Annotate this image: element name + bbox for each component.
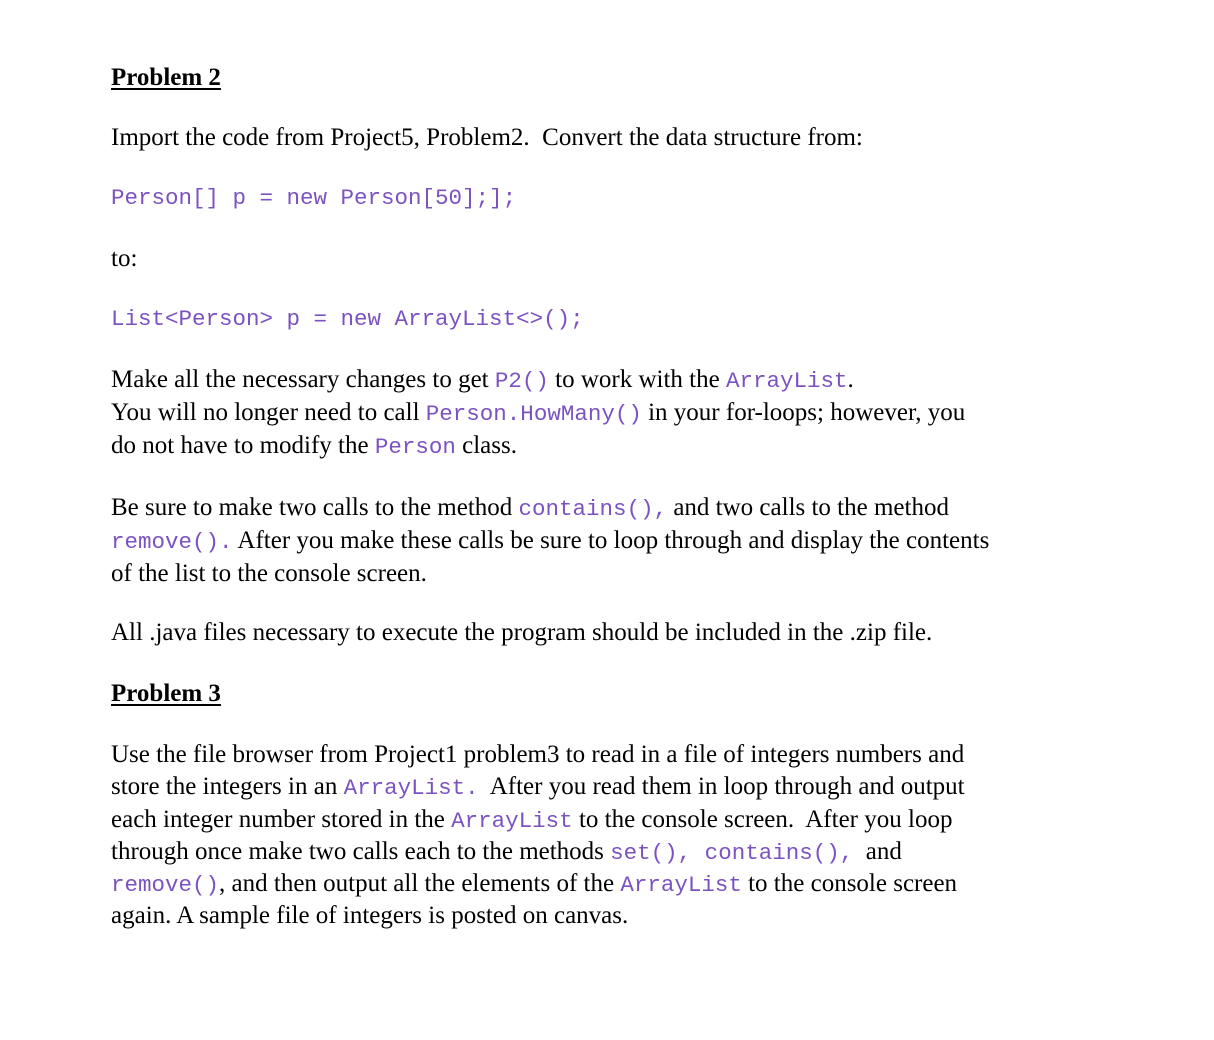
inline-code: ArrayList [451, 807, 573, 834]
text-run: You will no longer need to call [111, 399, 426, 426]
inline-code: remove(). [111, 529, 233, 555]
text-run: All .java files necessary to execute the program should be included in the .zip file. [111, 619, 933, 646]
text-run: and two calls to the method [667, 494, 949, 521]
to-label [111, 242, 137, 275]
text-run: After you read them in loop through and output [478, 773, 965, 801]
inline-code: ArrayList [725, 368, 848, 394]
problem-2-intro [111, 121, 863, 154]
code-from [111, 180, 516, 213]
text-line [111, 242, 137, 275]
inline-code: Person.HowMany() [425, 401, 642, 427]
text-run: each integer number stored in the [111, 805, 452, 833]
inline-code: Person [374, 434, 456, 460]
text-run: Be sure to make two calls to the method [111, 494, 519, 521]
inline-code: set(), contains(), [610, 839, 854, 866]
text-run: of the list to the console screen. [111, 560, 427, 587]
inline-code: remove() [111, 872, 220, 899]
text-line [111, 180, 516, 213]
text-line [111, 770, 965, 802]
text-line [111, 301, 584, 334]
text-line [111, 557, 989, 590]
text-run: . [847, 366, 854, 393]
text-run: and [853, 837, 902, 865]
inline-code: Person[] p = new Person[50];]; [111, 185, 517, 211]
text-run: After you make these calls be sure to loop through and display the contents [232, 527, 990, 554]
text-line [111, 363, 965, 396]
text-line [111, 396, 965, 429]
text-run: , and then output all the elements of the [219, 870, 621, 898]
text-run: Use the file browser from Project1 problem3 to read in a file of integers numbers and [111, 741, 965, 768]
problem-2-paragraph-2 [111, 491, 989, 590]
text-line [111, 867, 965, 899]
text-run: class. [455, 432, 517, 459]
text-line [111, 803, 965, 835]
text-line [111, 491, 989, 524]
text-line [111, 121, 863, 154]
problem-3-paragraph [111, 738, 965, 932]
text-line [111, 524, 989, 557]
text-line [111, 616, 932, 649]
text-line [111, 738, 965, 770]
text-run: again. A sample file of integers is posted on canvas. [111, 902, 629, 930]
inline-code: contains(), [518, 496, 668, 522]
problem-2-paragraph-1 [111, 363, 965, 462]
text-run: in your for-loops; however, you [641, 399, 966, 426]
text-line [111, 835, 965, 867]
text-run: to work with the [548, 366, 726, 393]
text-run: to: [111, 245, 138, 272]
problem-3-heading: Problem 3 [111, 680, 221, 707]
text-line [111, 429, 965, 462]
text-run: to the console screen. After you loop [572, 805, 953, 833]
inline-code: ArrayList. [343, 775, 479, 802]
text-line [111, 899, 965, 931]
text-run: Import the code from Project5, Problem2. Convert the data structure from: [111, 124, 863, 151]
code-to [111, 301, 584, 334]
text-run: to the console screen [741, 870, 958, 898]
inline-code: List<Person> p = new ArrayList<>(); [111, 306, 584, 332]
text-run: Make all the necessary changes to get [111, 366, 495, 393]
inline-code: P2() [494, 368, 549, 394]
problem-2-heading: Problem 2 [111, 64, 221, 91]
text-run: through once make two calls each to the methods [111, 837, 611, 865]
problem-2-paragraph-3 [111, 616, 932, 649]
text-run: do not have to modify the [111, 432, 375, 459]
inline-code: ArrayList [620, 872, 742, 899]
text-run: store the integers in an [111, 773, 344, 801]
